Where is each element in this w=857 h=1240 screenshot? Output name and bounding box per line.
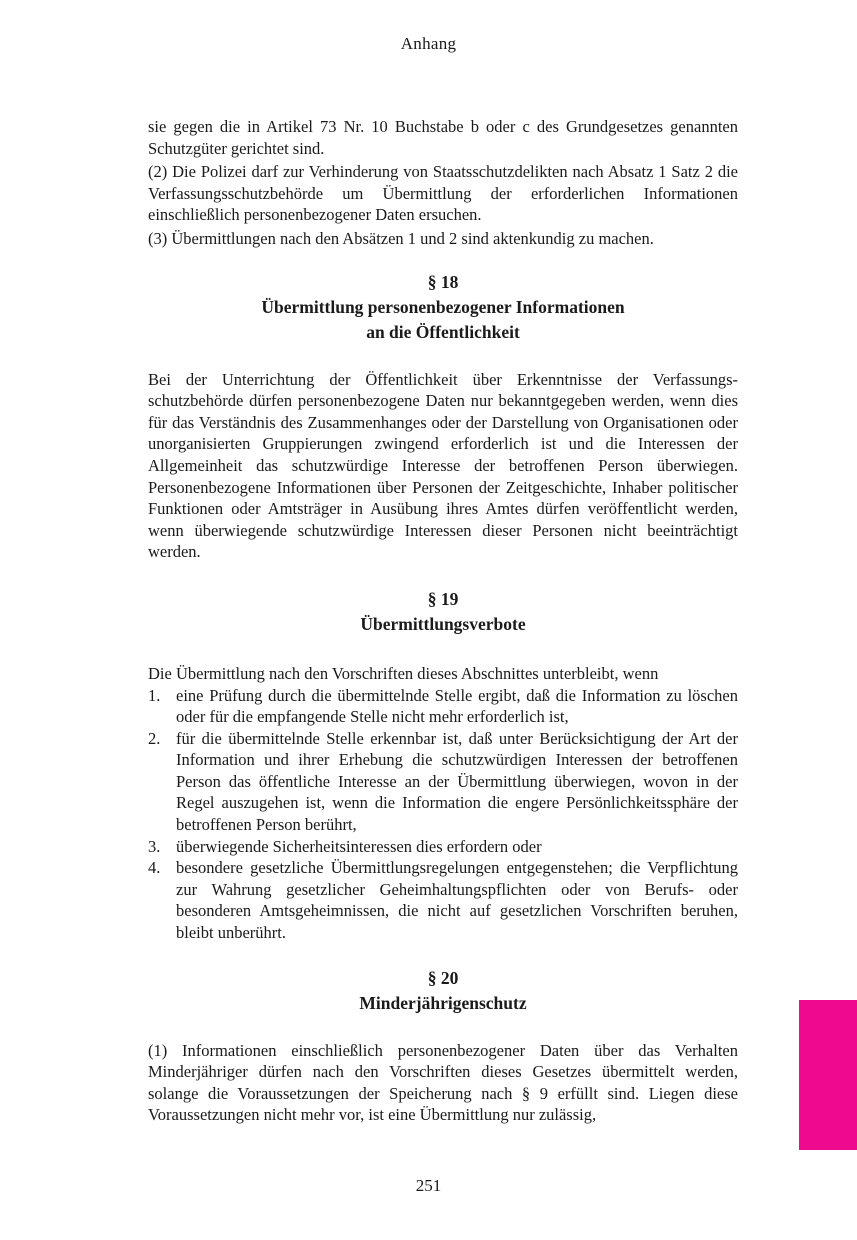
list-item: [148, 728, 738, 836]
page-body: [148, 116, 738, 1126]
thumb-index-tab: [799, 1000, 857, 1150]
section-19-lead: Die Übermittlung nach den Vorschriften dieses Abschnittes unterbleibt, wenn: [148, 663, 659, 683]
intro-paragraph-1: sie gegen die in Artikel 73 Nr. 10 Buchstabe b oder c des Grundgesetzes genannten Schutzgüter gerichtet sind.: [148, 117, 738, 158]
intro-paragraph-3: (3) Übermittlungen nach den Absätzen 1 und 2 sind aktenkundig zu machen.: [148, 228, 654, 248]
list-item-text: besondere gesetzliche Übermittlungsregelungen entgegenstehen; die Verpflichtung zur Wahrung gesetzlicher Geheimhaltungspflichten oder von Berufs- oder besonderen Amtsgeheimnissen, die nicht auf gesetzlichen Vorschriften beruhen, bleibt unberührt.: [176, 858, 738, 943]
list-item-text: für die übermittelnde Stelle erkennbar ist, daß unter Berücksichtigung der Art der Information und ihrer Erhebung die schutzwürdigen Interessen der betroffenen Person das öffentliche Interesse an der Übermittlung überwiegen, wovon in der Regel auszugehen ist, wenn die Information die engere Persönlichkeitssphäre der betroffenen Person berührt,: [176, 728, 738, 835]
list-item: [148, 685, 738, 728]
list-item-number: 4.: [148, 858, 161, 878]
section-20-body: (1) Informationen einschließlich personenbezogener Daten über das Verhalten Minderjähriger dürfen nach den Vorschriften dieses Gesetzes übermittelt werden, solange die Voraussetzungen der Speicherung nach § 9 erfüllt sind. Liegen diese Voraussetzungen nicht mehr vor, ist eine Übermittlung nur zulässig,: [148, 1040, 738, 1125]
list-item-number: 1.: [148, 685, 161, 705]
list-item: [148, 836, 738, 858]
running-head: Anhang: [400, 34, 457, 53]
list-item-number: 2.: [148, 728, 161, 748]
list-item-text: überwiegende Sicherheitsinteressen dies erfordern oder: [176, 836, 542, 856]
list-item-text: eine Prüfung durch die übermittelnde Stelle ergibt, daß die Information zu löschen oder für die empfangende Stelle nicht mehr erforderlich ist,: [176, 685, 738, 727]
section-18-title-line-1: Übermittlung personenbezogener Informationen: [261, 296, 625, 317]
intro-paragraph-2: (2) Die Polizei darf zur Verhinderung von Staatsschutzdelikten nach Absatz 1 Satz 2 die Verfassungsschutzbehörde um Übermittlung der erforderlichen Informationen einschließlich personenbezogener Daten ersuchen.: [148, 162, 738, 225]
list-item-number: 3.: [148, 836, 161, 856]
page-number: 251: [415, 1176, 442, 1195]
section-19-list: [148, 685, 738, 944]
section-18-number: § 18: [427, 271, 459, 292]
list-item: [148, 857, 738, 943]
section-19-number: § 19: [427, 588, 459, 609]
section-19-title: Übermittlungsverbote: [360, 613, 526, 634]
section-18-body: Bei der Unterrichtung der Öffentlichkeit über Erkenntnisse der Verfassungsschutzbehörde dürfen personenbezogene Daten nur bekanntgegeben werden, wenn dies für das Verständnis des Zusammenhanges oder der Darstellung von Organisationen oder unorganisierten Gruppierungen zwingend erforderlich ist und die Interessen der Allgemeinheit das schutzwürdige Interesse der betroffenen Person überwiegen. Personenbezogene Informationen über Personen der Zeitgeschichte, Inhaber politischer Funktionen oder Amtsträger in Ausübung ihres Amtes dürfen veröffentlicht werden, wenn überwiegende schutzwürdige Interessen dieser Personen nicht beeinträchtigt werden.: [148, 369, 738, 562]
section-20-number: § 20: [427, 967, 459, 988]
section-20-title: Minderjährigenschutz: [359, 992, 527, 1013]
section-18-title-line-2: an die Öffentlichkeit: [366, 321, 520, 342]
